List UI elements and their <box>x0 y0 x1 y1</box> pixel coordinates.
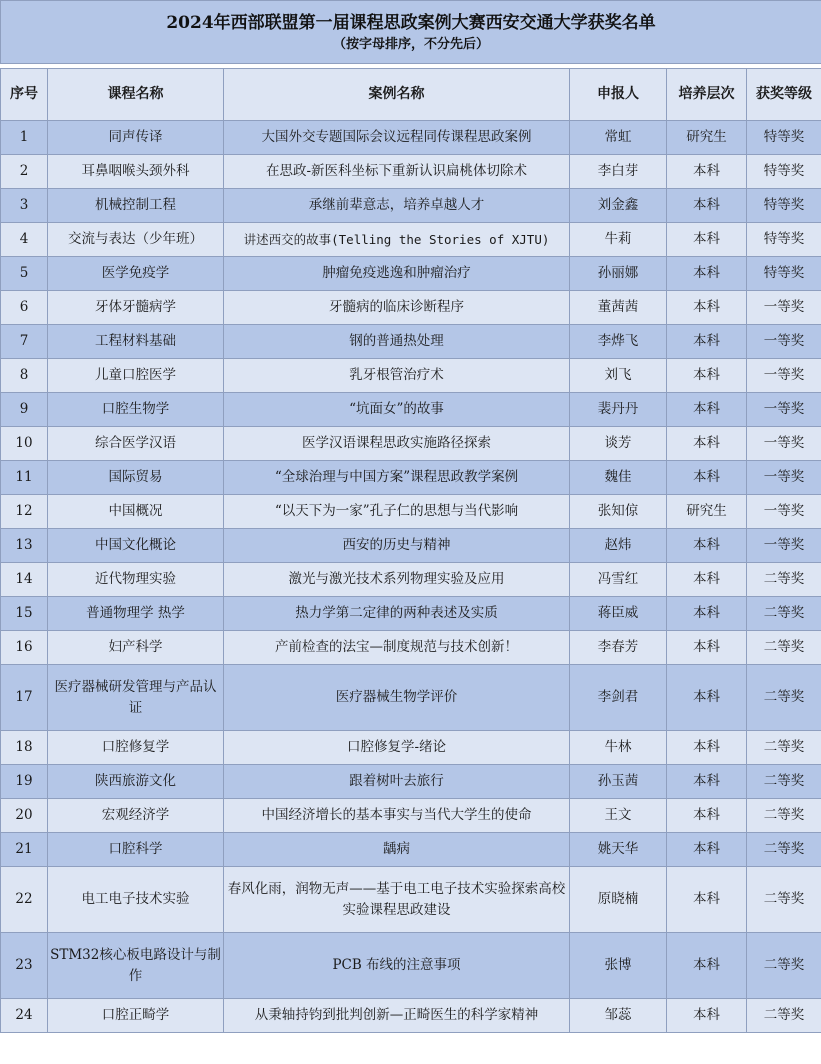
table-row <box>1 121 821 155</box>
cell-course: 同声传译 <box>48 121 224 155</box>
cell-course: 工程材料基础 <box>48 325 224 359</box>
cell-no: 11 <box>1 461 48 495</box>
page-subtitle: （按字母排序，不分先后） <box>333 37 490 52</box>
cell-no: 12 <box>1 495 48 529</box>
header-applicant: 申报人 <box>570 69 667 121</box>
table-row <box>1 495 821 529</box>
cell-award: 一等奖 <box>747 495 821 529</box>
cell-case: 在思政-新医科坐标下重新认识扁桃体切除术 <box>224 155 570 189</box>
cell-no: 17 <box>1 665 48 731</box>
cell-case: PCB 布线的注意事项 <box>224 933 570 999</box>
cell-award: 一等奖 <box>747 325 821 359</box>
header-level: 培养层次 <box>667 69 747 121</box>
header-case: 案例名称 <box>224 69 570 121</box>
cell-case: 中国经济增长的基本事实与当代大学生的使命 <box>224 799 570 833</box>
cell-applicant: 张知倞 <box>570 495 667 529</box>
cell-applicant: 李白芽 <box>570 155 667 189</box>
cell-level: 本科 <box>667 223 747 257</box>
cell-applicant: 邹蕊 <box>570 999 667 1033</box>
cell-course: STM32核心板电路设计与制作 <box>48 933 224 999</box>
table-row <box>1 155 821 189</box>
cell-level: 本科 <box>667 597 747 631</box>
cell-applicant: 原晓楠 <box>570 867 667 933</box>
cell-course: 普通物理学 热学 <box>48 597 224 631</box>
cell-course: 电工电子技术实验 <box>48 867 224 933</box>
table-row <box>1 359 821 393</box>
cell-case: 从秉轴持钧到批判创新—正畸医生的科学家精神 <box>224 999 570 1033</box>
cell-course: 医疗器械研发管理与产品认证 <box>48 665 224 731</box>
cell-level: 本科 <box>667 765 747 799</box>
cell-no: 3 <box>1 189 48 223</box>
cell-case: 钢的普通热处理 <box>224 325 570 359</box>
cell-course: 医学免疫学 <box>48 257 224 291</box>
cell-case: 口腔修复学-绪论 <box>224 731 570 765</box>
cell-applicant: 牛莉 <box>570 223 667 257</box>
table-row <box>1 799 821 833</box>
table-row <box>1 867 821 933</box>
cell-no: 15 <box>1 597 48 631</box>
cell-award: 二等奖 <box>747 665 821 731</box>
table-row <box>1 189 821 223</box>
cell-level: 本科 <box>667 867 747 933</box>
table-row <box>1 563 821 597</box>
cell-course: 口腔修复学 <box>48 731 224 765</box>
cell-case: 跟着树叶去旅行 <box>224 765 570 799</box>
cell-level: 本科 <box>667 325 747 359</box>
header-award: 获奖等级 <box>747 69 821 121</box>
cell-award: 一等奖 <box>747 427 821 461</box>
cell-award: 二等奖 <box>747 999 821 1033</box>
cell-level: 本科 <box>667 563 747 597</box>
cell-level: 研究生 <box>667 495 747 529</box>
cell-level: 本科 <box>667 155 747 189</box>
cell-case: “全球治理与中国方案”课程思政教学案例 <box>224 461 570 495</box>
cell-course: 交流与表达（少年班） <box>48 223 224 257</box>
cell-award: 特等奖 <box>747 155 821 189</box>
cell-applicant: 姚天华 <box>570 833 667 867</box>
cell-award: 特等奖 <box>747 257 821 291</box>
cell-applicant: 裴丹丹 <box>570 393 667 427</box>
cell-applicant: 赵炜 <box>570 529 667 563</box>
cell-no: 18 <box>1 731 48 765</box>
cell-no: 24 <box>1 999 48 1033</box>
cell-level: 本科 <box>667 799 747 833</box>
cell-level: 本科 <box>667 731 747 765</box>
cell-case: 西安的历史与精神 <box>224 529 570 563</box>
cell-course: 近代物理实验 <box>48 563 224 597</box>
cell-award: 一等奖 <box>747 359 821 393</box>
cell-course: 国际贸易 <box>48 461 224 495</box>
cell-applicant: 董茜茜 <box>570 291 667 325</box>
cell-award: 二等奖 <box>747 731 821 765</box>
cell-award: 二等奖 <box>747 799 821 833</box>
cell-level: 本科 <box>667 291 747 325</box>
cell-applicant: 李春芳 <box>570 631 667 665</box>
table-row <box>1 291 821 325</box>
cell-level: 本科 <box>667 359 747 393</box>
cell-level: 本科 <box>667 257 747 291</box>
table-row <box>1 765 821 799</box>
cell-course: 儿童口腔医学 <box>48 359 224 393</box>
cell-no: 23 <box>1 933 48 999</box>
cell-no: 8 <box>1 359 48 393</box>
cell-applicant: 魏佳 <box>570 461 667 495</box>
cell-course: 牙体牙髓病学 <box>48 291 224 325</box>
cell-case: 热力学第二定律的两种表述及实质 <box>224 597 570 631</box>
cell-level: 本科 <box>667 933 747 999</box>
table-row <box>1 933 821 999</box>
cell-award: 特等奖 <box>747 223 821 257</box>
cell-case: 大国外交专题国际会议远程同传课程思政案例 <box>224 121 570 155</box>
cell-case: “坑面女”的故事 <box>224 393 570 427</box>
title-row <box>1 1 821 64</box>
cell-award: 一等奖 <box>747 291 821 325</box>
table-row <box>1 325 821 359</box>
cell-level: 研究生 <box>667 121 747 155</box>
table-row <box>1 833 821 867</box>
cell-no: 14 <box>1 563 48 597</box>
cell-award: 二等奖 <box>747 765 821 799</box>
cell-level: 本科 <box>667 427 747 461</box>
cell-level: 本科 <box>667 393 747 427</box>
cell-course: 口腔生物学 <box>48 393 224 427</box>
cell-award: 一等奖 <box>747 461 821 495</box>
table-row <box>1 529 821 563</box>
header-row <box>1 69 821 121</box>
cell-course: 综合医学汉语 <box>48 427 224 461</box>
cell-case: 产前检查的法宝—制度规范与技术创新！ <box>224 631 570 665</box>
table-row <box>1 999 821 1033</box>
cell-case: 激光与激光技术系列物理实验及应用 <box>224 563 570 597</box>
cell-no: 10 <box>1 427 48 461</box>
cell-level: 本科 <box>667 833 747 867</box>
cell-award: 二等奖 <box>747 597 821 631</box>
cell-no: 2 <box>1 155 48 189</box>
cell-course: 中国文化概论 <box>48 529 224 563</box>
cell-award: 二等奖 <box>747 833 821 867</box>
cell-no: 6 <box>1 291 48 325</box>
cell-no: 16 <box>1 631 48 665</box>
cell-no: 13 <box>1 529 48 563</box>
cell-applicant: 李烨飞 <box>570 325 667 359</box>
cell-level: 本科 <box>667 461 747 495</box>
header-course: 课程名称 <box>48 69 224 121</box>
cell-case: 承继前辈意志，培养卓越人才 <box>224 189 570 223</box>
cell-level: 本科 <box>667 665 747 731</box>
cell-applicant: 常虹 <box>570 121 667 155</box>
cell-award: 特等奖 <box>747 121 821 155</box>
title-block <box>1 1 821 64</box>
cell-no: 1 <box>1 121 48 155</box>
table-row <box>1 461 821 495</box>
cell-course: 宏观经济学 <box>48 799 224 833</box>
table-row <box>1 631 821 665</box>
table-row <box>1 427 821 461</box>
cell-award: 二等奖 <box>747 563 821 597</box>
cell-course: 机械控制工程 <box>48 189 224 223</box>
cell-no: 19 <box>1 765 48 799</box>
table-row <box>1 731 821 765</box>
cell-case: 乳牙根管治疗术 <box>224 359 570 393</box>
cell-no: 4 <box>1 223 48 257</box>
cell-award: 二等奖 <box>747 933 821 999</box>
cell-no: 9 <box>1 393 48 427</box>
cell-applicant: 牛林 <box>570 731 667 765</box>
cell-no: 7 <box>1 325 48 359</box>
cell-case: “以天下为一家”孔子仁的思想与当代影响 <box>224 495 570 529</box>
cell-case: 讲述西交的故事(Telling the Stories of XJTU) <box>224 223 570 257</box>
table-row <box>1 665 821 731</box>
cell-no: 20 <box>1 799 48 833</box>
cell-no: 5 <box>1 257 48 291</box>
cell-case: 肿瘤免疫逃逸和肿瘤治疗 <box>224 257 570 291</box>
cell-level: 本科 <box>667 999 747 1033</box>
cell-applicant: 刘金鑫 <box>570 189 667 223</box>
table-row <box>1 257 821 291</box>
cell-course: 口腔正畸学 <box>48 999 224 1033</box>
header-no: 序号 <box>1 69 48 121</box>
cell-level: 本科 <box>667 529 747 563</box>
table-row <box>1 597 821 631</box>
cell-applicant: 孙丽娜 <box>570 257 667 291</box>
cell-course: 口腔科学 <box>48 833 224 867</box>
cell-applicant: 刘飞 <box>570 359 667 393</box>
cell-applicant: 谈芳 <box>570 427 667 461</box>
cell-course: 妇产科学 <box>48 631 224 665</box>
cell-course: 耳鼻咽喉头颈外科 <box>48 155 224 189</box>
cell-level: 本科 <box>667 189 747 223</box>
table-row <box>1 223 821 257</box>
cell-applicant: 孙玉茜 <box>570 765 667 799</box>
cell-award: 二等奖 <box>747 867 821 933</box>
cell-applicant: 张博 <box>570 933 667 999</box>
cell-award: 一等奖 <box>747 529 821 563</box>
cell-award: 特等奖 <box>747 189 821 223</box>
cell-course: 陕西旅游文化 <box>48 765 224 799</box>
cell-no: 22 <box>1 867 48 933</box>
cell-case: 春风化雨，润物无声——基于电工电子技术实验探索高校实验课程思政建设 <box>224 867 570 933</box>
table-row <box>1 393 821 427</box>
cell-case: 龋病 <box>224 833 570 867</box>
cell-case: 牙髓病的临床诊断程序 <box>224 291 570 325</box>
cell-award: 一等奖 <box>747 393 821 427</box>
page-title: 2024年西部联盟第一届课程思政案例大赛西安交通大学获奖名单 <box>166 13 656 33</box>
cell-applicant: 冯雪红 <box>570 563 667 597</box>
cell-course: 中国概况 <box>48 495 224 529</box>
cell-case: 医学汉语课程思政实施路径探索 <box>224 427 570 461</box>
cell-applicant: 李剑君 <box>570 665 667 731</box>
cell-no: 21 <box>1 833 48 867</box>
cell-level: 本科 <box>667 631 747 665</box>
cell-award: 二等奖 <box>747 631 821 665</box>
cell-applicant: 蒋臣威 <box>570 597 667 631</box>
cell-applicant: 王文 <box>570 799 667 833</box>
cell-case: 医疗器械生物学评价 <box>224 665 570 731</box>
